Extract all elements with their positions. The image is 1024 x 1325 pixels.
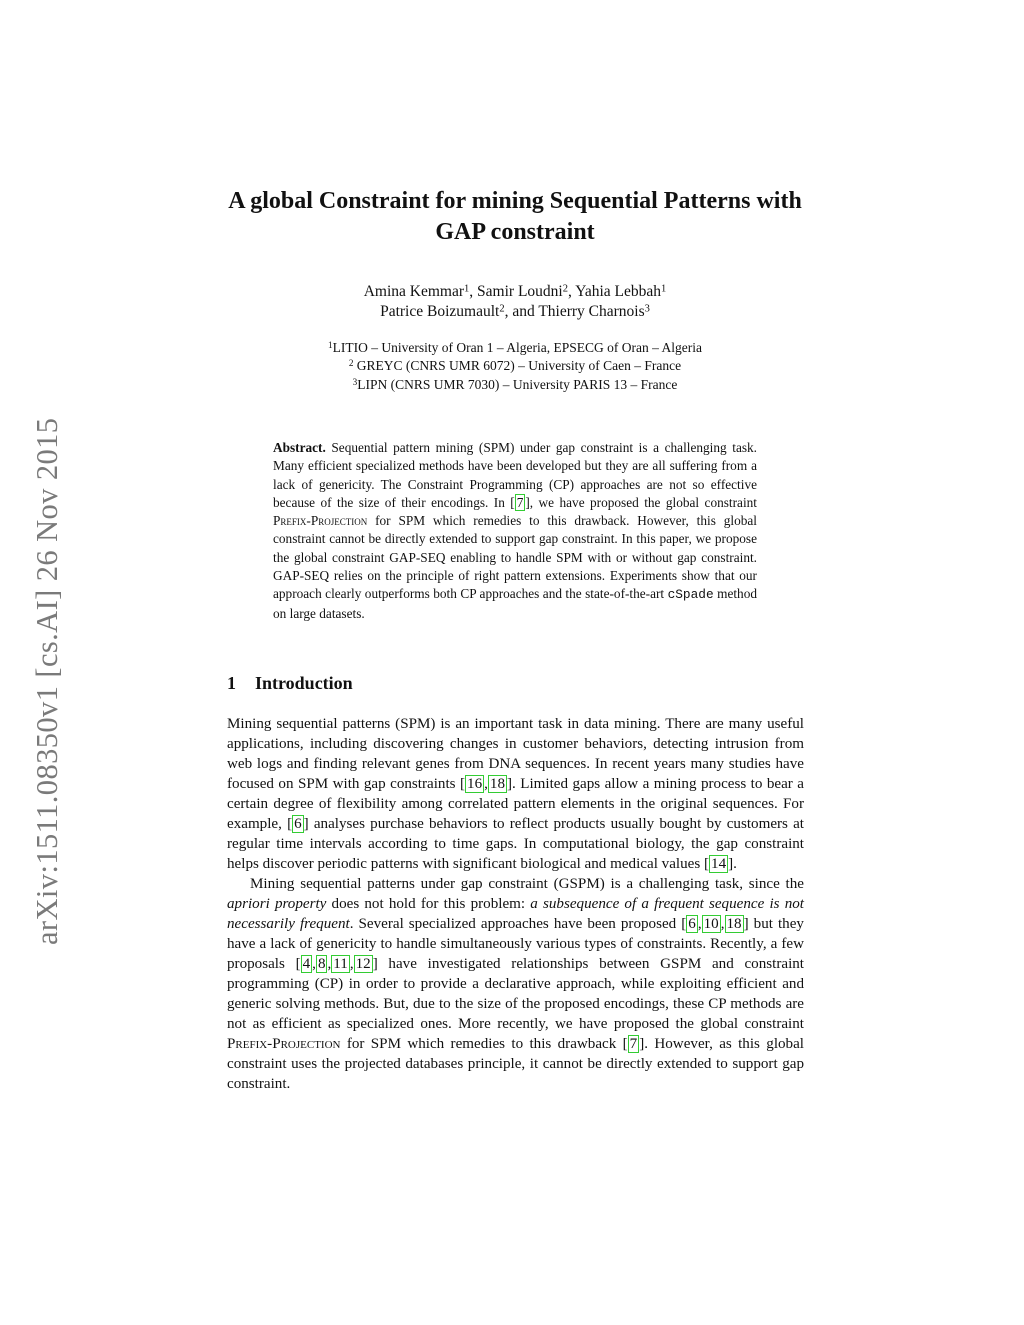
title-line-1: A global Constraint for mining Sequential Patterns with [228,188,802,214]
author-affiliation-mark: 2 [562,283,568,295]
author-list [215,282,815,322]
citation-link[interactable]: 4 [302,956,311,972]
method-name: cSpade [667,587,714,603]
emphasis: a subsequence of a frequent sequence is not necessarily frequent [227,896,804,932]
citation-link[interactable]: 18 [489,776,505,792]
abstract: Abstract. Sequential pattern mining (SPM) under gap constraint is a challenging task. Many efficient specialized methods have been developed but they are all suffering from a lack of genericity. The Constraint Programming (CP) approaches are not so effective because of the size of their encodings. In [ 7 ], we have proposed the global constraint Prefix-Projection for SPM which remedies to this drawback. However, this global constraint cannot be directly extended to support gap constraint. In this paper, we propose the global constraint GAP-SEQ enabling to handle SPM with or without gap constraint. GAP-SEQ relies on the principle of right pattern extensions. Experiments show that our approach clearly outperforms both CP approaches and the state-of-the-art cSpade method on large datasets. [273,440,757,621]
citation-link[interactable]: 12 [355,956,371,972]
paragraph: Mining sequential patterns (SPM) is an important task in data mining. There are many useful applications, including discovering changes in customer behaviors, detecting intrusion from web logs and finding relevant genes from DNA sequences. In recent years many studies have focused on SPM with gap constraints [ 16 , 18 ]. Limited gaps allow a mining process to bear a certain degree of flexibility among correlated pattern elements in the original sequences. For example, [ 6 ] analyses purchase behaviors to reflect products usually bought by customers at regular time intervals according to time gaps. In computational biology, the gap constraint helps discover periodic patterns with significant biological and medical values [ 14 ]. [227,716,804,872]
citation-link[interactable]: 6 [294,816,302,832]
authors-line-1: Amina Kemmar$^1$, Samir Loudni$^2$, Yahia Lebbah$^1$ [363,283,667,300]
author-affiliation-mark: 2 [499,303,505,315]
author-affiliation-mark: 1 [661,283,667,295]
affiliation: $^2$ GREYC (CNRS UMR 6072) – University of Caen – France [348,358,682,374]
author-name: Patrice Boizumault [380,303,500,320]
author-affiliation-mark: 3 [644,303,650,315]
citation-link[interactable]: 7 [629,1036,638,1052]
citation-link[interactable]: 7 [516,494,524,510]
arxiv-identifier-sidebar [26,355,66,945]
citation-link[interactable]: 16 [467,776,483,792]
section-heading [227,673,353,694]
author-affiliation-mark: 1 [464,283,470,295]
affiliation: $^3$LIPN (CNRS UMR 7030) – University PARIS 13 – France [352,376,678,392]
citation-link[interactable]: 8 [317,956,326,972]
citation-link[interactable]: 10 [703,916,719,932]
affiliation: $^1$LITIO – University of Oran 1 – Algeria, EPSECG of Oran – Algeria [328,339,702,355]
author-name: Thierry Charnois [538,303,645,320]
authors-line-2: Patrice Boizumault$^2$, and Thierry Charnois$^3$ [380,303,650,320]
title-line-2: GAP constraint [435,219,595,245]
citation-link[interactable]: 6 [688,916,696,932]
author-name: Amina Kemmar [363,283,465,300]
constraint-name: Prefix-Projection [227,1036,341,1052]
abstract-label: Abstract. [273,440,326,455]
section-number: 1 [227,673,236,693]
arxiv-identifier: arXiv:1511.08350v1 [cs.AI] 26 Nov 2015 [30,417,64,945]
author-name: Yahia Lebbah [575,283,661,300]
author-name: Samir Loudni [477,283,563,300]
paper-title [200,186,830,248]
citation-link[interactable]: 11 [333,956,348,972]
citation-link[interactable]: 18 [726,916,742,932]
affiliation-list [215,339,815,394]
emphasis: apriori property [227,896,327,912]
citation-link[interactable]: 14 [711,856,727,872]
constraint-name: Prefix-Projection [273,513,368,529]
paragraph: Mining sequential patterns under gap constraint (GSPM) is a challenging task, since the apriori property does not hold for this problem: a subsequence of a frequent sequence is not necessarily frequent. Several specialized approaches have been proposed [ 6 , 10 , 18 ] but they have a lack of genericity to handle simultaneously various types of constraints. Recently, a few proposals [ 4 , 8 , 11 , 12 ] have investigated relationships between GSPM and constraint programming (CP) in order to provide a declarative approach, while exploiting efficient and generic solving methods. But, due to the size of the proposed encodings, these CP methods are not as efficient as specialized ones. More recently, we have proposed the global constraint Prefix-Projection for SPM which remedies to this drawback [ 7 ]. However, as this global constraint uses the projected databases principle, it cannot be directly extended to support gap constraint. [227,876,805,1092]
section-body [227,714,804,1094]
section-title: Introduction [255,673,353,693]
